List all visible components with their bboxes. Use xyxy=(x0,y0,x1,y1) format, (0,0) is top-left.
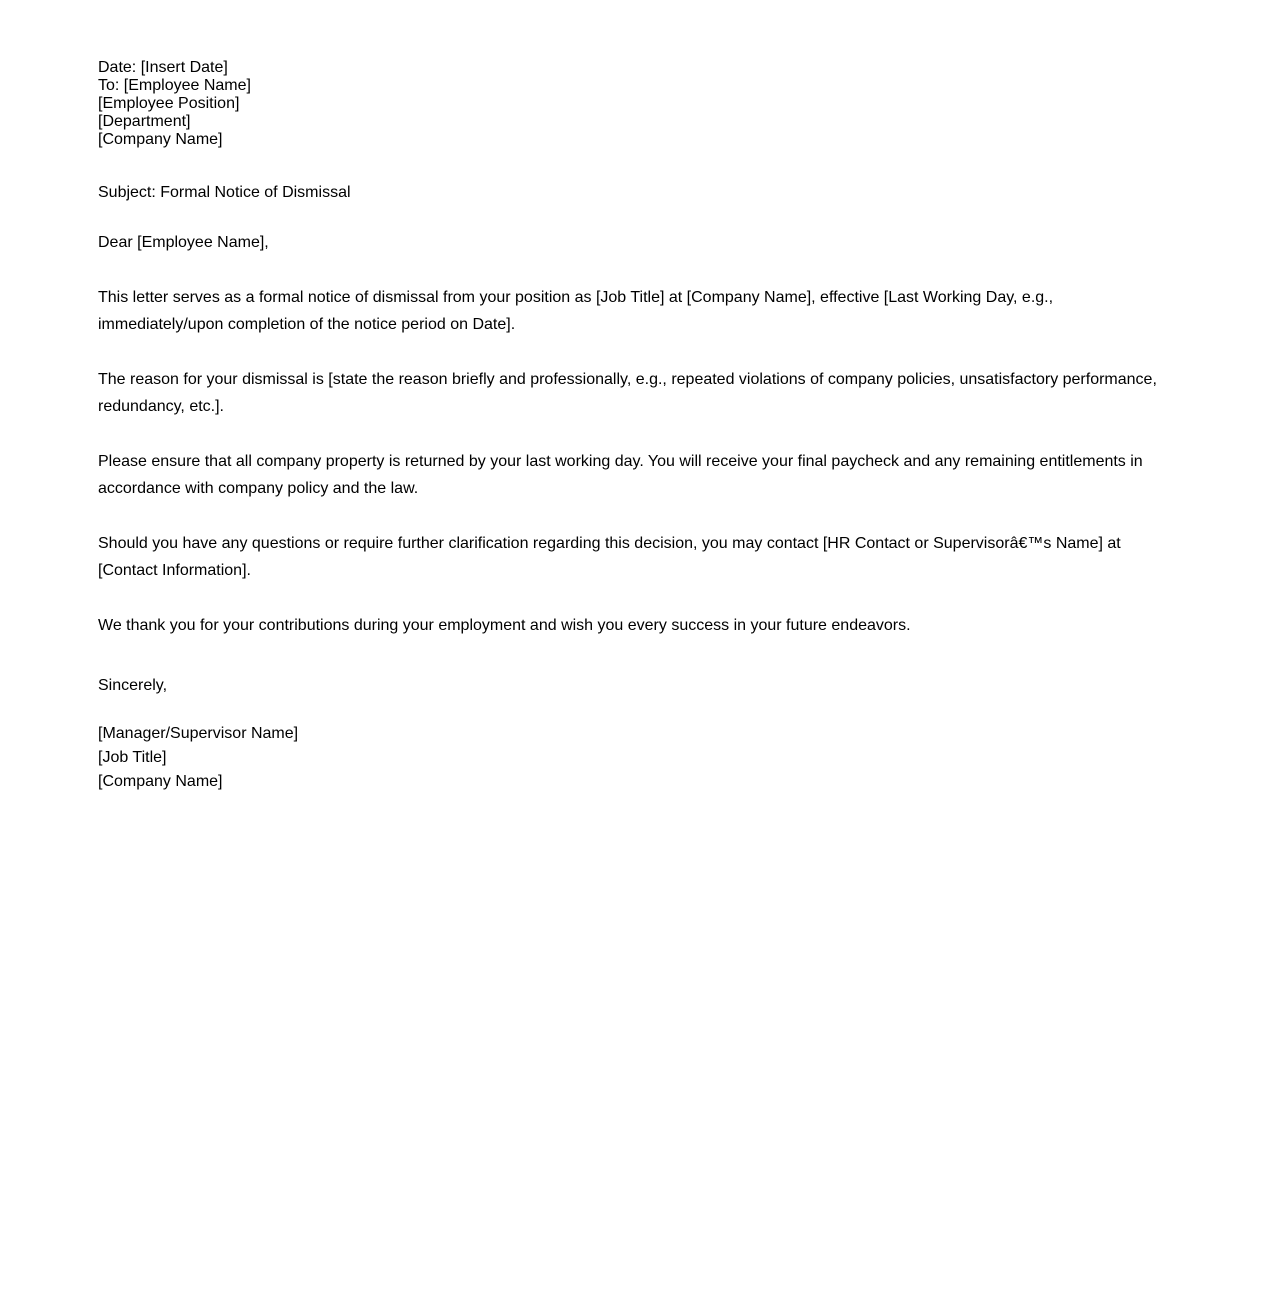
department-line: [Department] xyxy=(98,113,191,130)
body-paragraph: This letter serves as a formal notice of dismissal from your position as [Job Title] at [Company Name], effective [Last Working Day, e.g., immediately/upon completion of the notice period on Date]. xyxy=(98,289,1054,333)
body-paragraph: Should you have any questions or require further clarification regarding this decision, you may contact [HR Contact or Supervisorâ€™s Name] at [Contact Information]. xyxy=(98,535,1121,579)
position-line: [Employee Position] xyxy=(98,95,240,112)
letter-document xyxy=(98,59,1173,794)
signatory-title: [Job Title] xyxy=(98,749,167,766)
company-line: [Company Name] xyxy=(98,131,223,148)
body-paragraph: We thank you for your contributions during your employment and wish you every success in your future endeavors. xyxy=(98,617,911,634)
closing: Sincerely, xyxy=(98,677,168,694)
signature-block xyxy=(98,722,1173,794)
signatory-company: [Company Name] xyxy=(98,773,223,790)
letter-header xyxy=(98,59,1173,149)
body-paragraph: Please ensure that all company property is returned by your last working day. You will receive your final paycheck and any remaining entitlements in accordance with company policy and the law. xyxy=(98,453,1143,497)
body-paragraph: The reason for your dismissal is [state the reason briefly and professionally, e.g., repeated violations of company policies, unsatisfactory performance, redundancy, etc.]. xyxy=(98,371,1157,415)
signatory-name: [Manager/Supervisor Name] xyxy=(98,725,299,742)
subject-line: Subject: Formal Notice of Dismissal xyxy=(98,184,351,201)
recipient-line: To: [Employee Name] xyxy=(98,77,251,94)
date-line: Date: [Insert Date] xyxy=(98,59,228,76)
greeting: Dear [Employee Name], xyxy=(98,234,269,251)
